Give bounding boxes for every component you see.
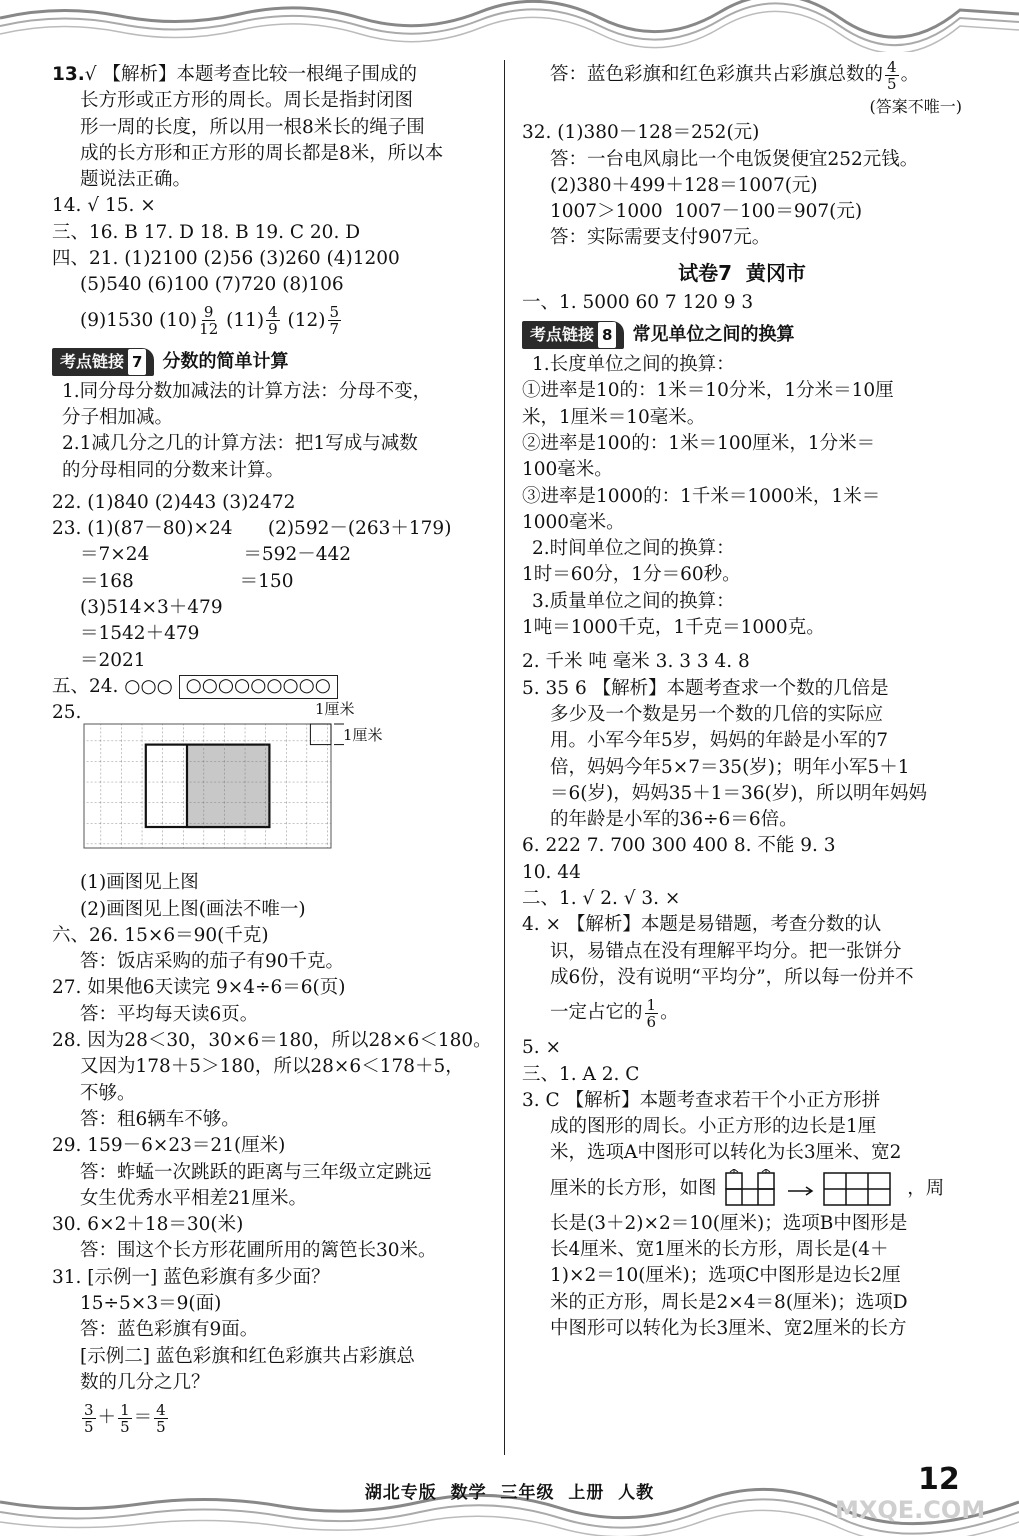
label-1cm-top: 1厘米 xyxy=(315,700,355,719)
q31-line-1: 31. [示例一] 蓝色彩旗有多少面？ xyxy=(52,1266,330,1288)
q28-line-4: 答：租6辆车不够。 xyxy=(80,1108,240,1130)
q28-line-3: 不够。 xyxy=(80,1082,136,1104)
q26-line-2: 答：饭店采购的茄子有90千克。 xyxy=(80,951,345,973)
kd8-line-4: ②进率是100的：1米＝100厘米，1分米＝ xyxy=(522,432,876,454)
q3-line-3: 米，选项A中图形可以转化为长3厘米、宽2 xyxy=(550,1142,902,1164)
q32-line-5: 答：实际需要支付907元。 xyxy=(550,227,771,249)
part3-q1-2-answer: 三、1. A 2. C xyxy=(522,1063,640,1085)
kd8-line-1: 1.长度单位之间的换算： xyxy=(532,354,735,376)
top-border-decoration xyxy=(0,0,1019,52)
q32-line-3: (2)380＋499＋128＝1007(元) xyxy=(550,174,818,196)
q28-line-1: 28. 因为28＜30，30×6＝180，所以28×6＜180。 xyxy=(52,1030,492,1052)
fraction-3-5: $\frac{3}{5}$ xyxy=(84,1400,94,1436)
q31-answer: 答：蓝色彩旗和红色彩旗共占彩旗总数的 $\frac{4}{5}$ 。 xyxy=(550,57,920,93)
kd8-line-11: 1吨＝1000千克，1千克＝1000克。 xyxy=(522,617,825,639)
part1-q1-answer: 一、1. 5000 60 7 120 9 3 xyxy=(522,291,754,313)
watermark-logo: MXQE.COM xyxy=(835,1496,986,1524)
key-point-title: 常见单位之间的换算 xyxy=(632,323,795,345)
q28-line-2: 又因为178＋5＞180，所以28×6＜178＋5， xyxy=(80,1056,464,1078)
q3-line-6: 长4厘米、宽1厘米的长方形，周长是(4＋ xyxy=(550,1238,889,1260)
q4-line-2: 识，易错点在没有理解平均分。把一张饼分 xyxy=(550,940,902,962)
q5-line-5: ＝6(岁)，妈妈35＋1＝36(岁)，所以明年妈妈 xyxy=(550,782,927,804)
q4-line-3: 成6份，没有说明“平均分”，所以每一份并不 xyxy=(550,966,914,988)
q27-line-1: 27. 如果他6天读完 9×4÷6＝6(页) xyxy=(52,977,346,999)
kd8-line-3: 米，1厘米＝10毫米。 xyxy=(522,406,706,428)
column-divider xyxy=(504,60,505,1455)
kd7-line-3: 2.1减几分之几的计算方法：把1写成与减数 xyxy=(62,433,418,455)
q6-9-answer: 6. 222 7. 700 300 400 8. 不能 9. 3 xyxy=(522,835,836,857)
q13-line-1: 13.√ 【解析】本题考查比较一根绳子围成的 xyxy=(52,64,417,85)
q29-line-3: 女生优秀水平相差21厘米。 xyxy=(80,1187,308,1209)
q5-cross-answer: 5. × xyxy=(522,1037,562,1059)
kd8-line-2: ①进率是10的：1米＝10分米，1分米＝10厘 xyxy=(522,380,894,402)
q23-line-4: (3)514×3＋479 xyxy=(80,597,223,619)
q25-line-2: (2)画图见上图(画法不唯一) xyxy=(80,898,306,920)
kd8-line-7: 1000毫米。 xyxy=(522,511,625,533)
q23-line-5: ＝1542＋479 xyxy=(80,623,200,645)
q23-line-6: ＝2021 xyxy=(80,649,146,671)
q31-line-2: 15÷5×3＝9(面) xyxy=(80,1292,222,1314)
page-footer: 湖北专版 数学 三年级 上册 人教 xyxy=(364,1483,655,1503)
q22-answer: 22. (1)840 (2)443 (3)2472 xyxy=(52,491,296,513)
q3-line-8: 米的正方形，周长是2×4＝8(厘米)；选项D xyxy=(550,1291,908,1313)
kd8-line-6: ③进率是1000的：1千米＝1000米，1米＝ xyxy=(522,485,881,507)
left-column xyxy=(52,62,492,1440)
q13-line-4: 成的长方形和正方形的周长都是8米，所以本 xyxy=(80,142,444,164)
q29-line-1: 29. 159－6×23＝21(厘米) xyxy=(52,1135,286,1157)
key-point-link-8 xyxy=(522,322,962,348)
q32-line-4: 1007＞1000 1007－100＝907(元) xyxy=(550,201,863,223)
q5-line-3: 用。小军今年5岁，妈妈的年龄是小军的7 xyxy=(550,730,889,752)
shape-transform-figure xyxy=(724,1169,899,1209)
kd8-line-8: 2.时间单位之间的换算： xyxy=(532,538,735,560)
fraction-4-9: $\frac{4}{9}$ xyxy=(268,303,278,339)
q32-line-1: 32. (1)380－128＝252(元) xyxy=(522,122,760,144)
q3-line-7: 1)×2＝10(厘米)；选项C中图形是边长2厘 xyxy=(550,1265,901,1287)
key-point-link-7 xyxy=(52,349,492,375)
kd8-line-9: 1时＝60分，1分＝60秒。 xyxy=(522,564,741,586)
kd7-line-4: 的分母相同的分数来计算。 xyxy=(62,459,285,481)
q30-line-2: 答：围这个长方形花圃所用的篱笆长30米。 xyxy=(80,1240,437,1262)
q5-line-6: 的年龄是小军的36÷6＝6倍。 xyxy=(550,809,798,831)
label-1cm-right: 1厘米 xyxy=(343,726,383,745)
q29-line-2: 答：蚱蜢一次跳跃的距离与三年级立定跳远 xyxy=(80,1161,432,1183)
q21-line-1: 四、21. (1)2100 (2)56 (3)260 (4)1200 xyxy=(52,248,400,270)
q25-grid-figure xyxy=(80,700,492,870)
circle-box: ○○○○○○○○○ xyxy=(179,675,338,699)
kd7-line-2: 分子相加减。 xyxy=(62,406,174,428)
q10-answer: 10. 44 xyxy=(522,861,581,883)
fraction-9-12: $\frac{9}{12}$ xyxy=(199,303,219,339)
q31-line-4: [示例二] 蓝色彩旗和红色彩旗共占彩旗总 xyxy=(80,1345,415,1367)
q23-line-3: ＝168 ＝150 xyxy=(80,570,294,592)
q3-line-9: 中图形可以转化为长3厘米、宽2厘米的长方 xyxy=(550,1317,907,1339)
q5-line-1: 5. 35 6 【解析】本题考查求一个数的几倍是 xyxy=(522,677,889,699)
right-column xyxy=(522,56,962,1342)
section-title-paper-7: 试卷7 黄冈市 xyxy=(678,260,806,285)
fraction-4-5: $\frac{4}{5}$ xyxy=(156,1400,166,1436)
q5-line-2: 多少及一个数是另一个数的几倍的实际应 xyxy=(550,703,884,725)
q13-line-2: 长方形或正方形的周长。周长是指封闭图 xyxy=(80,90,414,112)
key-point-tag: 考点链接 8 xyxy=(522,321,624,349)
q26-line-1: 六、26. 15×6＝90(千克) xyxy=(52,924,269,946)
q3-line-1: 3. C 【解析】本题考查求若干个小正方形拼 xyxy=(522,1089,881,1111)
q24-answer: 五、24. ○○○ ○○○○○○○○○ xyxy=(52,674,492,700)
q5-line-4: 倍，妈妈今年5×7＝35(岁)；明年小军5＋1 xyxy=(550,756,910,778)
q25-line-1: (1)画图见上图 xyxy=(80,872,199,894)
q25-label: 25. xyxy=(52,702,82,724)
fraction-1-5: $\frac{1}{5}$ xyxy=(120,1400,130,1436)
q30-line-1: 30. 6×2＋18＝30(米) xyxy=(52,1214,244,1236)
q3-figure-line: 厘米的长方形，如图 ，周 xyxy=(522,1167,962,1211)
q4-line-1: 4. × 【解析】本题是易错题，考查分数的认 xyxy=(522,914,882,936)
q23-line-2: ＝7×24 ＝592－442 xyxy=(80,544,352,566)
q3-line-5: 长是(3＋2)×2＝10(厘米)；选项B中图形是 xyxy=(550,1212,908,1234)
q21-line-3: (9)1530 (10) $\frac{9}{12}$ (11) $\frac{4}{9}$ (12) $\frac{5}{7}$ xyxy=(80,303,340,339)
q2-4-answer: 2. 千米 吨 毫米 3. 3 3 4. 8 xyxy=(522,651,750,673)
page-number: 12 xyxy=(918,1462,960,1497)
q4-line-4: 一定占它的 $\frac{1}{6}$ 。 xyxy=(550,995,679,1031)
q21-line-2: (5)540 (6)100 (7)720 (8)106 xyxy=(80,274,344,296)
q14-15-answer: 14. √ 15. × xyxy=(52,195,156,217)
q13-line-5: 题说法正确。 xyxy=(80,169,192,191)
fraction-4-5-answer: $\frac{4}{5}$ xyxy=(887,57,897,93)
kd8-line-10: 3.质量单位之间的换算： xyxy=(532,590,735,612)
q31-fraction-equation: $\frac{3}{5}$ ＋ $\frac{1}{5}$ ＝ $\frac{4}{5}$ xyxy=(84,1400,166,1436)
fraction-5-7: $\frac{5}{7}$ xyxy=(329,303,340,339)
q13-line-3: 形一周的长度，所以用一根8米长的绳子围 xyxy=(80,116,425,138)
kd7-line-1: 1.同分母分数加减法的计算方法：分母不变， xyxy=(62,380,432,402)
q31-line-5: 数的几分之几？ xyxy=(80,1371,210,1393)
fraction-1-6: $\frac{1}{6}$ xyxy=(646,995,657,1031)
answer-not-unique-note: (答案不唯一) xyxy=(869,97,962,116)
q3-line-2: 成的图形的周长。小正方形的边长是1厘 xyxy=(550,1116,877,1138)
q32-line-2: 答：一台电风扇比一个电饭煲便宜252元钱。 xyxy=(550,148,919,170)
q27-line-2: 答：平均每天读6页。 xyxy=(80,1003,259,1025)
q31-line-3: 答：蓝色彩旗有9面。 xyxy=(80,1319,259,1341)
key-point-title: 分数的简单计算 xyxy=(162,350,289,372)
key-point-tag: 考点链接 7 xyxy=(52,348,154,376)
part2-q1-3-answer: 二、1. √ 2. √ 3. × xyxy=(522,888,681,910)
q23-line-1: 23. (1)(87－80)×24 (2)592－(263＋179) xyxy=(52,518,452,540)
q16-20-answer: 三、16. B 17. D 18. B 19. C 20. D xyxy=(52,221,361,243)
kd8-line-5: 100毫米。 xyxy=(522,459,613,481)
